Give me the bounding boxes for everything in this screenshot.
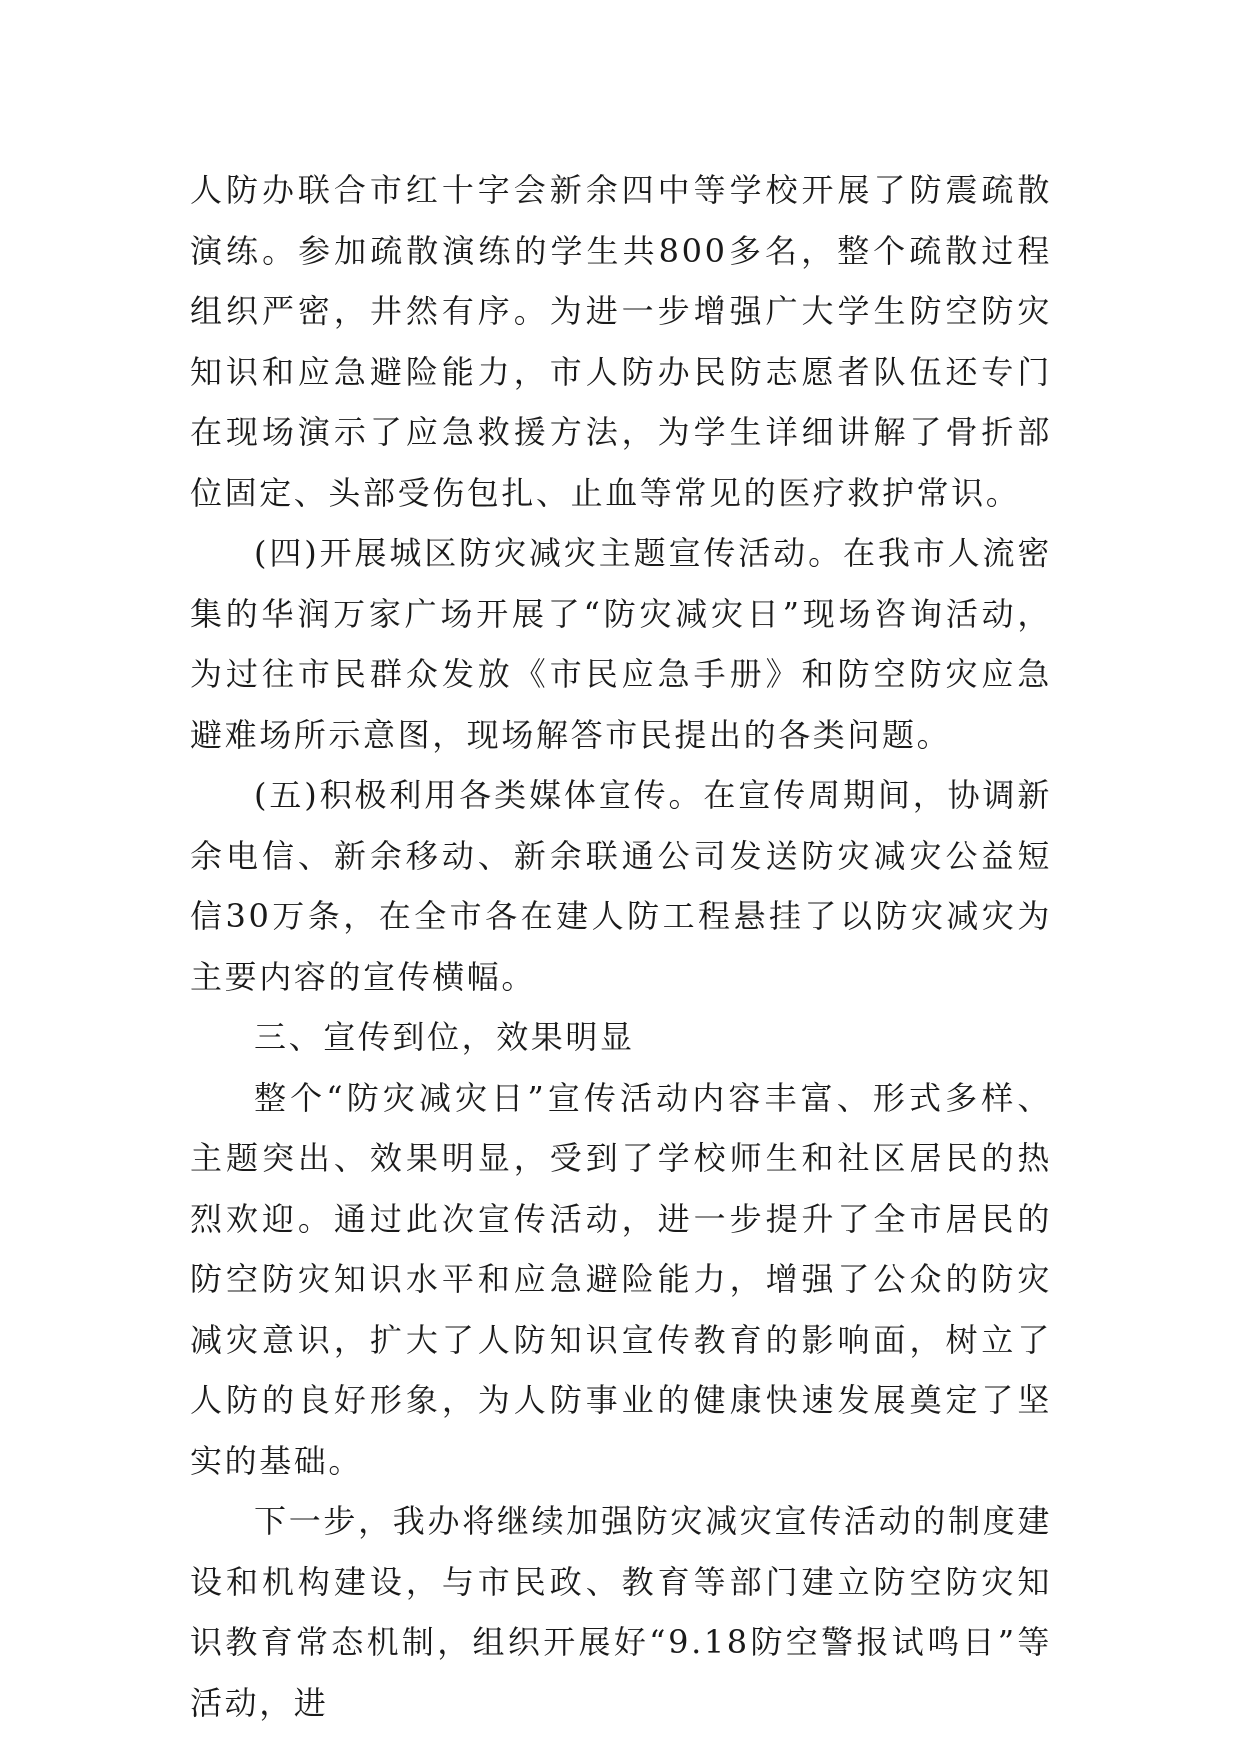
heading-section-3-results: 三、宣传到位，效果明显	[254, 1018, 635, 1056]
paragraph-results-summary: 整个“防灾减灾日”宣传活动内容丰富、形式多样、主题突出、效果明显，受到了学校师生和社区居民的热烈欢迎。通过此次宣传活动，进一步提升了全市居民的防空防灾知识水平和应急避险能力，增强了公众的防灾减灾意识，扩大了人防知识宣传教育的影响面，树立了人防的良好形象，为人防事业的健康快速发展奠定了坚实的基础。	[190, 1078, 1052, 1480]
paragraph-next-steps: 下一步，我办将继续加强防灾减灾宣传活动的制度建设和机构建设，与市民政、教育等部门建立防空防灾知识教育常态机制，组织开展好“9.18防空警报试鸣日”等活动，进	[190, 1502, 1052, 1722]
paragraph-section-4-urban-campaign: (四)开展城区防灾减灾主题宣传活动。在我市人流密集的华润万家广场开展了“防灾减灾日”现场咨询活动，为过往市民群众发放《市民应急手册》和防空防灾应急避难场所示意图，现场解答市民提出的各类问题。	[190, 534, 1052, 754]
document-body	[190, 160, 1052, 1733]
paragraph-section-5-media-campaign: (五)积极利用各类媒体宣传。在宣传周期间，协调新余电信、新余移动、新余联通公司发送防灾减灾公益短信30万条，在全市各在建人防工程悬挂了以防灾减灾为主要内容的宣传横幅。	[190, 776, 1052, 996]
paragraph-evacuation-drill: 人防办联合市红十字会新余四中等学校开展了防震疏散演练。参加疏散演练的学生共800多名，整个疏散过程组织严密，井然有序。为进一步增强广大学生防空防灾知识和应急避险能力，市人防办民防志愿者队伍还专门在现场演示了应急救援方法，为学生详细讲解了骨折部位固定、头部受伤包扎、止血等常见的医疗救护常识。	[190, 171, 1052, 512]
